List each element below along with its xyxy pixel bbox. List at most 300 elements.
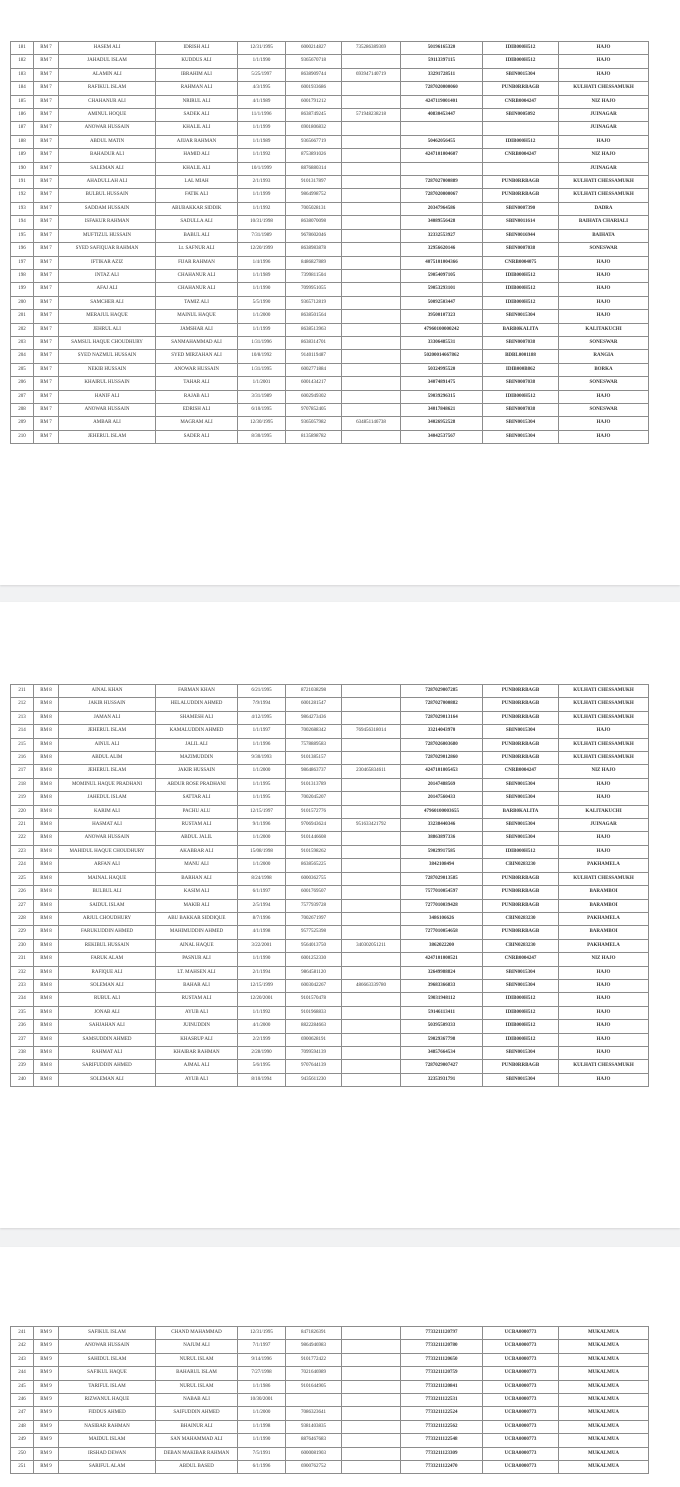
account-number-cell: 50092503447 xyxy=(401,296,483,309)
serial-number-cell: 234 xyxy=(11,993,34,1006)
account-number-cell: 3862022200 xyxy=(401,939,483,952)
name-cell: SADDAM HUSSAIN xyxy=(59,202,156,215)
rm-cell: RM 8 xyxy=(34,711,59,724)
ifsc-cell: PUNB0RRBAGB xyxy=(483,711,559,724)
father-name-cell: FARMAN KHAN xyxy=(156,685,238,698)
aadhaar-cell xyxy=(342,82,401,95)
name-cell: ABDUL MATIN xyxy=(59,135,156,148)
name-cell: MOMINUL HAQUE PRADHANI xyxy=(59,778,156,791)
father-name-cell: AINAL HAQUE xyxy=(156,939,238,952)
table-row xyxy=(11,819,649,832)
serial-number-cell: 220 xyxy=(11,805,34,818)
aadhaar-cell xyxy=(342,310,401,323)
serial-number-cell: 207 xyxy=(11,390,34,403)
branch-cell: NIZ HAJO xyxy=(559,95,649,108)
aadhaar-cell: 340302051211 xyxy=(342,939,401,952)
branch-cell: MUKALMUA xyxy=(559,1447,649,1460)
dob-cell: 1/1/1989 xyxy=(238,269,286,282)
serial-number-cell: 228 xyxy=(11,912,34,925)
account-number-cell: 59029367798 xyxy=(401,1033,483,1046)
name-cell: SAIDUL ISLAM xyxy=(59,899,156,912)
father-name-cell: LAL MIAH xyxy=(156,176,238,189)
dob-cell: 12/30/1995 xyxy=(238,417,286,430)
branch-cell: HAJO xyxy=(559,135,649,148)
name-cell: JAMAN ALI xyxy=(59,711,156,724)
name-cell: TARIFUL ISLAM xyxy=(59,1380,156,1393)
table-row xyxy=(11,296,649,309)
phone-cell: 6901806832 xyxy=(286,122,342,135)
phone-cell: 7005028131 xyxy=(286,202,342,215)
phone-cell: 9101772422 xyxy=(286,1353,342,1366)
ifsc-cell: CNRB0004075 xyxy=(483,256,559,269)
name-cell: SAFIKUL HAQUE xyxy=(59,1367,156,1380)
phone-cell: 7002671997 xyxy=(286,912,342,925)
dob-cell: 9/1/1996 xyxy=(238,819,286,832)
account-number-cell: 7733211122562 xyxy=(401,1420,483,1433)
aadhaar-cell xyxy=(342,1420,401,1433)
serial-number-cell: 206 xyxy=(11,377,34,390)
table-row xyxy=(11,55,649,68)
rm-cell: RM 8 xyxy=(34,685,59,698)
ifsc-cell: UCBA0000773 xyxy=(483,1461,559,1474)
rm-cell: RM 7 xyxy=(34,162,59,175)
phone-cell: 6001252330 xyxy=(286,953,342,966)
dob-cell: 3/22/2001 xyxy=(238,939,286,952)
table-row xyxy=(11,886,649,899)
ifsc-cell: PUNB0RRBAGB xyxy=(483,899,559,912)
serial-number-cell: 194 xyxy=(11,216,34,229)
rm-cell: RM 8 xyxy=(34,979,59,992)
ifsc-cell: UCBA0000773 xyxy=(483,1353,559,1366)
father-name-cell: BHAINUR ALI xyxy=(156,1420,238,1433)
rm-cell: RM 7 xyxy=(34,336,59,349)
table-row xyxy=(11,403,649,416)
serial-number-cell: 237 xyxy=(11,1033,34,1046)
phone-cell: 6001769507 xyxy=(286,886,342,899)
aadhaar-cell xyxy=(342,966,401,979)
rm-cell: RM 8 xyxy=(34,966,59,979)
dob-cell: 4/3/1995 xyxy=(238,82,286,95)
branch-cell: HAJO xyxy=(559,430,649,443)
rm-cell: RM 7 xyxy=(34,42,59,55)
aadhaar-cell: 951633421792 xyxy=(342,819,401,832)
rm-cell: RM 8 xyxy=(34,725,59,738)
ifsc-cell: PUNB0RRBAGB xyxy=(483,189,559,202)
phone-cell: 7099594139 xyxy=(286,1046,342,1059)
dob-cell: 8/24/1998 xyxy=(238,872,286,885)
rm-cell: RM 9 xyxy=(34,1380,59,1393)
name-cell: SAHIDUL ISLAM xyxy=(59,1353,156,1366)
dob-cell: 15/08/1998 xyxy=(238,845,286,858)
serial-number-cell: 233 xyxy=(11,979,34,992)
serial-number-cell: 227 xyxy=(11,899,34,912)
dob-cell: 7/31/1989 xyxy=(238,229,286,242)
father-name-cell: ABUBAKKAR SIDDIK xyxy=(156,202,238,215)
phone-cell: 8753891026 xyxy=(286,149,342,162)
branch-cell: KULHATI CHESSAMUKH xyxy=(559,685,649,698)
aadhaar-cell xyxy=(342,845,401,858)
aadhaar-cell: 693947140719 xyxy=(342,68,401,81)
name-cell: HASMAT ALI xyxy=(59,819,156,832)
serial-number-cell: 225 xyxy=(11,872,34,885)
aadhaar-cell xyxy=(342,176,401,189)
rm-cell: RM 8 xyxy=(34,886,59,899)
aadhaar-cell xyxy=(342,95,401,108)
ifsc-cell: SBIN0015304 xyxy=(483,832,559,845)
father-name-cell: AYUB ALI xyxy=(156,1006,238,1019)
serial-number-cell: 198 xyxy=(11,269,34,282)
table-row xyxy=(11,899,649,912)
rm-cell: RM 7 xyxy=(34,390,59,403)
phone-cell: 9101644905 xyxy=(286,1380,342,1393)
dob-cell: 2/1/1993 xyxy=(238,176,286,189)
ifsc-cell: SBIN0015304 xyxy=(483,68,559,81)
aadhaar-cell xyxy=(342,926,401,939)
phone-cell: 6000081903 xyxy=(286,1447,342,1460)
table-row xyxy=(11,1033,649,1046)
aadhaar-cell xyxy=(342,752,401,765)
table-row xyxy=(11,176,649,189)
dob-cell: 1/1/1990 xyxy=(238,283,286,296)
name-cell: SARIFUDDIN AHMED xyxy=(59,1060,156,1073)
phone-cell: 8486827889 xyxy=(286,256,342,269)
father-name-cell: IBRAHIM ALI xyxy=(156,68,238,81)
phone-cell: 7578889583 xyxy=(286,738,342,751)
branch-cell: HAJO xyxy=(559,778,649,791)
dob-cell: 12/20/1999 xyxy=(238,243,286,256)
phone-cell: 7399811504 xyxy=(286,269,342,282)
serial-number-cell: 238 xyxy=(11,1046,34,1059)
table-row xyxy=(11,430,649,443)
serial-number-cell: 246 xyxy=(11,1394,34,1407)
phone-cell: 6000362755 xyxy=(286,872,342,885)
aadhaar-cell xyxy=(342,350,401,363)
serial-number-cell: 230 xyxy=(11,939,34,952)
table-body xyxy=(11,42,649,444)
dob-cell: 1/1/2001 xyxy=(238,377,286,390)
serial-number-cell: 213 xyxy=(11,711,34,724)
beneficiary-table-page-3 xyxy=(10,1326,649,1474)
account-number-cell: 50324995520 xyxy=(401,363,483,376)
serial-number-cell: 205 xyxy=(11,363,34,376)
father-name-cell: ABDUL JALIL xyxy=(156,832,238,845)
branch-cell: HAJO xyxy=(559,993,649,1006)
account-number-cell: 39500107323 xyxy=(401,310,483,323)
account-number-cell: 4247101000521 xyxy=(401,953,483,966)
branch-cell: BARAMBOI xyxy=(559,886,649,899)
ifsc-cell: IDIB000H512 xyxy=(483,1033,559,1046)
dob-cell: 2/1/1994 xyxy=(238,966,286,979)
name-cell: BAHADUR ALI xyxy=(59,149,156,162)
table-row xyxy=(11,778,649,791)
phone-cell: 9864863737 xyxy=(286,765,342,778)
branch-cell: HAJO xyxy=(559,1020,649,1033)
phone-cell: 9101968833 xyxy=(286,1006,342,1019)
account-number-cell: 7287029013585 xyxy=(401,872,483,885)
serial-number-cell: 188 xyxy=(11,135,34,148)
dob-cell: 6/1/1996 xyxy=(238,1461,286,1474)
account-number-cell: 4075101004366 xyxy=(401,256,483,269)
rm-cell: RM 9 xyxy=(34,1447,59,1460)
ifsc-cell: CNRB0004247 xyxy=(483,149,559,162)
ifsc-cell: SBIN0015304 xyxy=(483,725,559,738)
dob-cell: 5/6/1995 xyxy=(238,1060,286,1073)
serial-number-cell: 240 xyxy=(11,1073,34,1086)
father-name-cell: IDRISH ALI xyxy=(156,42,238,55)
ifsc-cell: SBIN0005092 xyxy=(483,109,559,122)
serial-number-cell: 214 xyxy=(11,725,34,738)
branch-cell: JUINAGAR xyxy=(559,819,649,832)
rm-cell: RM 7 xyxy=(34,363,59,376)
phone-cell: 9365712819 xyxy=(286,296,342,309)
name-cell: MAIDUL ISLAM xyxy=(59,1434,156,1447)
rm-cell: RM 8 xyxy=(34,926,59,939)
name-cell: FIDDUS AHMED xyxy=(59,1407,156,1420)
account-number-cell: 7733211122531 xyxy=(401,1394,483,1407)
rm-cell: RM 9 xyxy=(34,1394,59,1407)
branch-cell: HAJO xyxy=(559,55,649,68)
rm-cell: RM 7 xyxy=(34,202,59,215)
rm-cell: RM 7 xyxy=(34,189,59,202)
aadhaar-cell xyxy=(342,738,401,751)
account-number-cell: 7733211123309 xyxy=(401,1447,483,1460)
ifsc-cell: BARB0KALITA xyxy=(483,805,559,818)
serial-number-cell: 192 xyxy=(11,189,34,202)
dob-cell: 1/1/2000 xyxy=(238,859,286,872)
aadhaar-cell xyxy=(342,872,401,885)
rm-cell: RM 7 xyxy=(34,430,59,443)
serial-number-cell: 204 xyxy=(11,350,34,363)
serial-number-cell: 251 xyxy=(11,1461,34,1474)
aadhaar-cell xyxy=(342,912,401,925)
name-cell: FARUK ALAM xyxy=(59,953,156,966)
dob-cell: 1/1/1992 xyxy=(238,149,286,162)
rm-cell: RM 9 xyxy=(34,1420,59,1433)
dob-cell: 3/31/1989 xyxy=(238,390,286,403)
father-name-cell: PACHU ALU xyxy=(156,805,238,818)
branch-cell: RANGIA xyxy=(559,350,649,363)
dob-cell: 1/1/1989 xyxy=(238,135,286,148)
aadhaar-cell: 634851146738 xyxy=(342,417,401,430)
father-name-cell: BARHAN ALI xyxy=(156,872,238,885)
rm-cell: RM 8 xyxy=(34,832,59,845)
father-name-cell: MAKIB ALI xyxy=(156,899,238,912)
branch-cell: HAJO xyxy=(559,725,649,738)
name-cell: AINAL KHAN xyxy=(59,685,156,698)
aadhaar-cell xyxy=(342,189,401,202)
aadhaar-cell xyxy=(342,283,401,296)
dob-cell: 8/7/1996 xyxy=(238,912,286,925)
table-row xyxy=(11,283,649,296)
table-row xyxy=(11,698,649,711)
aadhaar-cell xyxy=(342,953,401,966)
serial-number-cell: 215 xyxy=(11,738,34,751)
phone-cell: 9706943624 xyxy=(286,819,342,832)
name-cell: ARJUL CHOUDHURY xyxy=(59,912,156,925)
table-row xyxy=(11,1407,649,1420)
name-cell: ANOWAR HUSSAIN xyxy=(59,832,156,845)
aadhaar-cell xyxy=(342,216,401,229)
name-cell: MAINAL HAQUE xyxy=(59,872,156,885)
name-cell: RIZWANUL HAQUE xyxy=(59,1394,156,1407)
branch-cell: MUKALMUA xyxy=(559,1407,649,1420)
dob-cell: 7/9/1994 xyxy=(238,698,286,711)
ifsc-cell: SBIN0016944 xyxy=(483,229,559,242)
name-cell: MERAJUL HAQUE xyxy=(59,310,156,323)
dob-cell: 1/1/1997 xyxy=(238,725,286,738)
ifsc-cell: SBIN0007038 xyxy=(483,243,559,256)
account-number-cell: 50395509333 xyxy=(401,1020,483,1033)
table-row xyxy=(11,1073,649,1086)
table-row xyxy=(11,953,649,966)
phone-cell: 9864581120 xyxy=(286,966,342,979)
serial-number-cell: 186 xyxy=(11,109,34,122)
branch-cell: BARAMBOI xyxy=(559,926,649,939)
rm-cell: RM 8 xyxy=(34,738,59,751)
dob-cell: 7/5/1991 xyxy=(238,1447,286,1460)
name-cell: RAFIQUE ALI xyxy=(59,966,156,979)
father-name-cell: BAHARUL ISLAM xyxy=(156,1367,238,1380)
phone-cell: 8471826391 xyxy=(286,1327,342,1340)
father-name-cell: SAN MAHAMMAD ALI xyxy=(156,1434,238,1447)
aadhaar-cell xyxy=(342,403,401,416)
aadhaar-cell xyxy=(342,1367,401,1380)
aadhaar-cell xyxy=(342,149,401,162)
ifsc-cell: PUNB0RRBAGB xyxy=(483,738,559,751)
rm-cell: RM 8 xyxy=(34,805,59,818)
dob-cell: 1/1/1999 xyxy=(238,323,286,336)
ifsc-cell: PUNB0RRBAGB xyxy=(483,886,559,899)
serial-number-cell: 245 xyxy=(11,1380,34,1393)
name-cell: INTAZ ALI xyxy=(59,269,156,282)
account-number-cell: 7733211120780 xyxy=(401,1340,483,1353)
ifsc-cell: UCBA0000773 xyxy=(483,1434,559,1447)
account-number-cell: 59054097105 xyxy=(401,269,483,282)
account-number-cell: 59113397115 xyxy=(401,55,483,68)
ifsc-cell: UCBA0000773 xyxy=(483,1327,559,1340)
dob-cell: 6/1/1997 xyxy=(238,886,286,899)
father-name-cell: CHAND MAHAMMAD xyxy=(156,1327,238,1340)
account-number-cell: 34857664534 xyxy=(401,1046,483,1059)
serial-number-cell: 219 xyxy=(11,792,34,805)
name-cell: NASIBAR RAHMAN xyxy=(59,1420,156,1433)
father-name-cell: KHALIL ALI xyxy=(156,162,238,175)
table-row xyxy=(11,1046,649,1059)
dob-cell: 1/1/1995 xyxy=(238,792,286,805)
aadhaar-cell xyxy=(342,859,401,872)
rm-cell: RM 8 xyxy=(34,1060,59,1073)
dob-cell: 12/15/1999 xyxy=(238,979,286,992)
aadhaar-cell xyxy=(342,805,401,818)
father-name-cell: DEBAN MAKIBAR RAHMAN xyxy=(156,1447,238,1460)
rm-cell: RM 8 xyxy=(34,752,59,765)
branch-cell: KULHATI CHESSAMUKH xyxy=(559,872,649,885)
father-name-cell: JAKIR HUSSAIN xyxy=(156,765,238,778)
ifsc-cell: PUNB0RRBAGB xyxy=(483,698,559,711)
serial-number-cell: 241 xyxy=(11,1327,34,1340)
account-number-cell: 7277010054658 xyxy=(401,926,483,939)
phone-cell: 7086323641 xyxy=(286,1407,342,1420)
account-number-cell: 47960100003655 xyxy=(401,805,483,818)
table-row xyxy=(11,68,649,81)
table-body xyxy=(11,685,649,1087)
table-row xyxy=(11,189,649,202)
table-row xyxy=(11,243,649,256)
serial-number-cell: 247 xyxy=(11,1407,34,1420)
table-row xyxy=(11,269,649,282)
account-number-cell: 34026952528 xyxy=(401,417,483,430)
rm-cell: RM 9 xyxy=(34,1367,59,1380)
serial-number-cell: 248 xyxy=(11,1420,34,1433)
rm-cell: RM 7 xyxy=(34,109,59,122)
father-name-cell: BABUL ALI xyxy=(156,229,238,242)
dob-cell: 2/2/1999 xyxy=(238,1033,286,1046)
name-cell: JAHADUL ISLAM xyxy=(59,55,156,68)
name-cell: KHAIRUL HUSSAIN xyxy=(59,377,156,390)
name-cell: JEHRUL ALI xyxy=(59,323,156,336)
branch-cell: KALITAKUCHI xyxy=(559,323,649,336)
table-row xyxy=(11,350,649,363)
father-name-cell: KHALIL ALI xyxy=(156,122,238,135)
branch-cell: PAKHAMELA xyxy=(559,912,649,925)
rm-cell: RM 8 xyxy=(34,899,59,912)
table-row xyxy=(11,1020,649,1033)
aadhaar-cell xyxy=(342,832,401,845)
father-name-cell: JAMSHAR ALI xyxy=(156,323,238,336)
account-number-cell xyxy=(401,162,483,175)
name-cell: MUFTIZUL HUSSAIN xyxy=(59,229,156,242)
table-row xyxy=(11,752,649,765)
table-row xyxy=(11,738,649,751)
rm-cell: RM 9 xyxy=(34,1353,59,1366)
rm-cell: RM 9 xyxy=(34,1407,59,1420)
branch-cell: BARAMBOI xyxy=(559,899,649,912)
account-number-cell: 20147560433 xyxy=(401,792,483,805)
phone-cell: 8876467683 xyxy=(286,1434,342,1447)
table-row xyxy=(11,390,649,403)
name-cell: HASEM ALI xyxy=(59,42,156,55)
branch-cell: KULHATI CHESSAMUKH xyxy=(559,82,649,95)
account-number-cell: 33291728511 xyxy=(401,68,483,81)
dob-cell: 8/30/1995 xyxy=(238,430,286,443)
serial-number-cell: 243 xyxy=(11,1353,34,1366)
account-number-cell: 3486106626 xyxy=(401,912,483,925)
father-name-cell: ANOWAR HUSSAIN xyxy=(156,363,238,376)
rm-cell: RM 8 xyxy=(34,792,59,805)
aadhaar-cell xyxy=(342,1340,401,1353)
ifsc-cell: UCBA0000773 xyxy=(483,1380,559,1393)
phone-cell: 9101572776 xyxy=(286,805,342,818)
ifsc-cell: CBIN0283230 xyxy=(483,859,559,872)
father-name-cell: CHAHANUR ALI xyxy=(156,269,238,282)
table-row xyxy=(11,202,649,215)
account-number-cell: 7733211122548 xyxy=(401,1434,483,1447)
phone-cell: 7577939728 xyxy=(286,899,342,912)
branch-cell: HAJO xyxy=(559,310,649,323)
father-name-cell: SADULLA ALI xyxy=(156,216,238,229)
ifsc-cell: IDIB000H512 xyxy=(483,283,559,296)
rm-cell: RM 8 xyxy=(34,778,59,791)
table-row xyxy=(11,82,649,95)
name-cell: SAFIKUL ISLAM xyxy=(59,1327,156,1340)
phone-cell: 9365057982 xyxy=(286,417,342,430)
table-row xyxy=(11,336,649,349)
name-cell: JEHERUL ISLAM xyxy=(59,725,156,738)
serial-number-cell: 196 xyxy=(11,243,34,256)
rm-cell: RM 7 xyxy=(34,55,59,68)
phone-cell: 9365670718 xyxy=(286,55,342,68)
name-cell: IFTIKAR AZIZ xyxy=(59,256,156,269)
